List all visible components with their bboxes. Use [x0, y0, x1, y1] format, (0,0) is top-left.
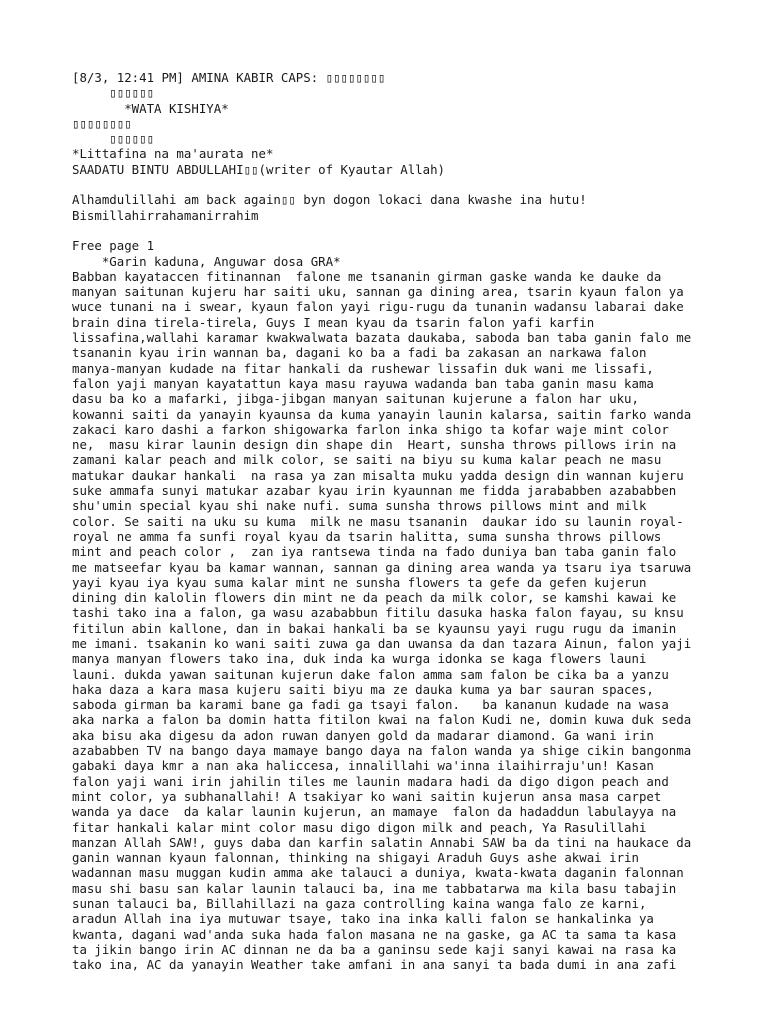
body-text-line: shu'umin special kyau shi nake nufi. suma sunsha throws pillows mint and milk — [72, 498, 647, 514]
body-text-line: tashi tako ina a falon, ga wasu azababbun fitilu dasuka haska falon fayau, su knsu — [72, 605, 684, 621]
body-text-line: aka bisu aka digesu da adon ruwan danyen gold da madarar diamond. Ga wani irin — [72, 727, 654, 743]
body-text-line: ne, masu kirar launin design din shape din Heart, sunsha throws pillows irin na — [72, 437, 677, 453]
intro-line: Bismillahirrahamanirrahim — [72, 207, 259, 223]
body-text-line: haka daza a kara masa kujeru saiti biyu ma ze dauka kuma ya bar sauran spaces, — [72, 681, 654, 697]
body-text-line: suke ammafa sunyi matukar azabar kyau irin kyaunnan me fidda jarababben azababben — [72, 483, 677, 499]
author-line: SAADATU BINTU ABDULLAHI▯▯(writer of Kyautar Allah) — [72, 161, 445, 177]
body-text-line: wuce tunani na i swear, kyaun falon yayi rigu-rugu da tunanin wadansu labarai dake — [72, 299, 684, 315]
location-heading: *Garin kaduna, Anguwar dosa GRA* — [72, 253, 341, 269]
body-text-line: mint and peach color , zan iya rantsewa tinda na fado duniya ban taba ganin falo — [72, 544, 677, 560]
body-text-line: ta jikin bango irin AC dinnan ne da ba a ganinsu sede kaji sanyi kawai na rasa ka — [72, 941, 677, 957]
body-text-line: manzan Allah SAW!, guys daba dan karfin salatin Annabi SAW ba da tini na haukace da — [72, 834, 692, 850]
decorative-glyph-line: ▯▯▯▯▯▯▯▯ — [72, 115, 132, 131]
body-text-line: gabaki daya kmr a nan aka haliccesa, innalillahi wa'inna ilaihirraju'un! Kasan — [72, 758, 654, 774]
body-text-line: sunan talauci ba, Billahillazi na gaza controlling kaina wanga falo ze karni, — [72, 896, 647, 912]
book-subtitle: *Littafina na ma'aurata ne* — [72, 146, 274, 162]
body-text-line: manya-manyan kudade na fitar hankali da rushewar lissafin duk wani me lissafi, — [72, 360, 654, 376]
body-text-line: saboda girman ba karami bane ga fadi ga tsayi falon. ba kananun kudade na wasa — [72, 697, 669, 713]
body-text-line: matukar daukar hankali na rasa ya zan misalta muku yadda design din wannan kujeru — [72, 467, 684, 483]
body-text-line: Babban kayataccen fitinannan falone me tsananin girman gaske wanda ke dauke da — [72, 268, 662, 284]
body-text-line: wanda ya dace da kalar launin kujerun, an mamaye falon da hadaddun labulayya na — [72, 804, 677, 820]
body-text-line: manya manyan flowers tako ina, duk inda ka wurga idonka se kaga flowers launi — [72, 651, 647, 667]
body-text-line: mint color, ya subhanallahi! A tsakiyar ko wani saitin kujerun ansa masa carpet — [72, 788, 662, 804]
blank-line — [72, 177, 768, 192]
intro-line: Alhamdulillahi am back again▯▯ byn dogon lokaci dana kwashe ina hutu! — [72, 192, 587, 208]
decorative-glyph-line: ▯▯▯▯▯▯ — [72, 131, 155, 147]
body-text-line: fitilun abin kallone, dan in bakai hankali ba se kyaunsu yayi rugu rugu da imanin — [72, 620, 677, 636]
body-text-line: dasu ba ko a mafarki, jibga-jibgan manyan saitunan kujerune a falon har uku, — [72, 391, 639, 407]
body-text-line: falon yaji manyan kayatattun kaya masu rayuwa wadanda ban taba ganin masu kama — [72, 375, 654, 391]
body-text-line: me imani. tsakanin ko wani saiti zuwa ga dan uwansa da dan tazara Ainun, falon yaji — [72, 635, 692, 651]
body-text-line: ganin wannan kyaun falonnan, thinking na shigayi Araduh Guys ashe akwai irin — [72, 850, 639, 866]
body-text-line: lissafina,wallahi karamar kwakwalwata bazata daukaba, saboda ban taba ganin falo me — [72, 330, 692, 346]
body-text-line: aka narka a falon ba domin hatta fitilon kwai na falon Kudi ne, domin kuwa duk seda — [72, 712, 692, 728]
body-text-line: manyan saitunan kujeru har saiti uku, sannan ga dining area, tsarin kyaun falon ya — [72, 284, 684, 300]
body-text-line: kowanni saiti da yanayin kyaunsa da kuma yanayin launin kalarsa, saitin farko wanda — [72, 406, 692, 422]
body-text-line: tsananin kyau irin wannan ba, dagani ko ba a fadi ba zakasan an narkawa falon — [72, 345, 647, 361]
body-text-line: yayi kyau iya kyau suma kalar mint ne sunsha flowers ta gefe da gefen kujerun — [72, 574, 647, 590]
body-text-line: wadannan masu muggan kudin amma ake talauci a duniya, kwata-kwata daganin falonnan — [72, 865, 684, 881]
body-text-line: dining din kalolin flowers din mint ne da peach da milk color, se kamshi kawai ke — [72, 590, 677, 606]
body-text-line: fitar hankali kalar mint color masu digo digon milk and peach, Ya Rasulillahi — [72, 819, 647, 835]
body-text-line: launi. dukda yawan saitunan kujerun dake falon amma sam falon be cika ba a yanzu — [72, 666, 669, 682]
page-label: Free page 1 — [72, 238, 155, 254]
blank-line — [72, 223, 768, 238]
decorative-glyph-line: ▯▯▯▯▯▯ — [72, 85, 155, 101]
book-title: *WATA KISHIYA* — [72, 100, 229, 116]
body-text-line: zakaci karo dashi a farkon shigowarka farlon inka shigo ta kofar waje mint color — [72, 421, 669, 437]
body-text-line: falon yaji wani irin jahilin tiles me launin madara hadi da digo digon peach and — [72, 773, 669, 789]
body-text-line: aradun Allah ina iya mutuwar tsaye, tako ina inka kalli falon se hankalinka ya — [72, 911, 654, 927]
body-text-line: me matseefar kyau ba kamar wannan, sannan ga dining area wanda ya tsaru iya tsaruwa — [72, 559, 692, 575]
body-text-line: royal ne amma fa sunfi royal kyau da tsarin halitta, suma sunsha throws pillows — [72, 528, 662, 544]
chat-header-line: [8/3, 12:41 PM] AMINA KABIR CAPS: ▯▯▯▯▯▯▯▯ — [72, 70, 386, 85]
story-body — [72, 269, 768, 973]
body-text-line: kwanta, dagani wad'anda suka hada falon masana ne na gaske, ga AC ta sama ta kasa — [72, 926, 677, 942]
body-text-line: color. Se saiti na uku su kuma milk ne masu tsananin daukar ido su launin royal- — [72, 513, 684, 529]
body-text-line: azababben TV na bango daya mamaye bango daya na falon wanda ya shige cikin bangonma — [72, 743, 692, 759]
body-text-line: zamani kalar peach and milk color, se saiti na biyu su kuma kalar peach ne masu — [72, 452, 662, 468]
body-text-line: brain dina tirela-tirela, Guys I mean kyau da tsarin falon yafi karfin — [72, 314, 595, 330]
body-text-line: masu shi basu san kalar launin talauci ba, ina me tabbatarwa ma kila basu tabajin — [72, 880, 677, 896]
body-text-line: tako ina, AC da yanayin Weather take amfani in ana sanyi ta bada dumi in ana zafi — [72, 957, 677, 973]
